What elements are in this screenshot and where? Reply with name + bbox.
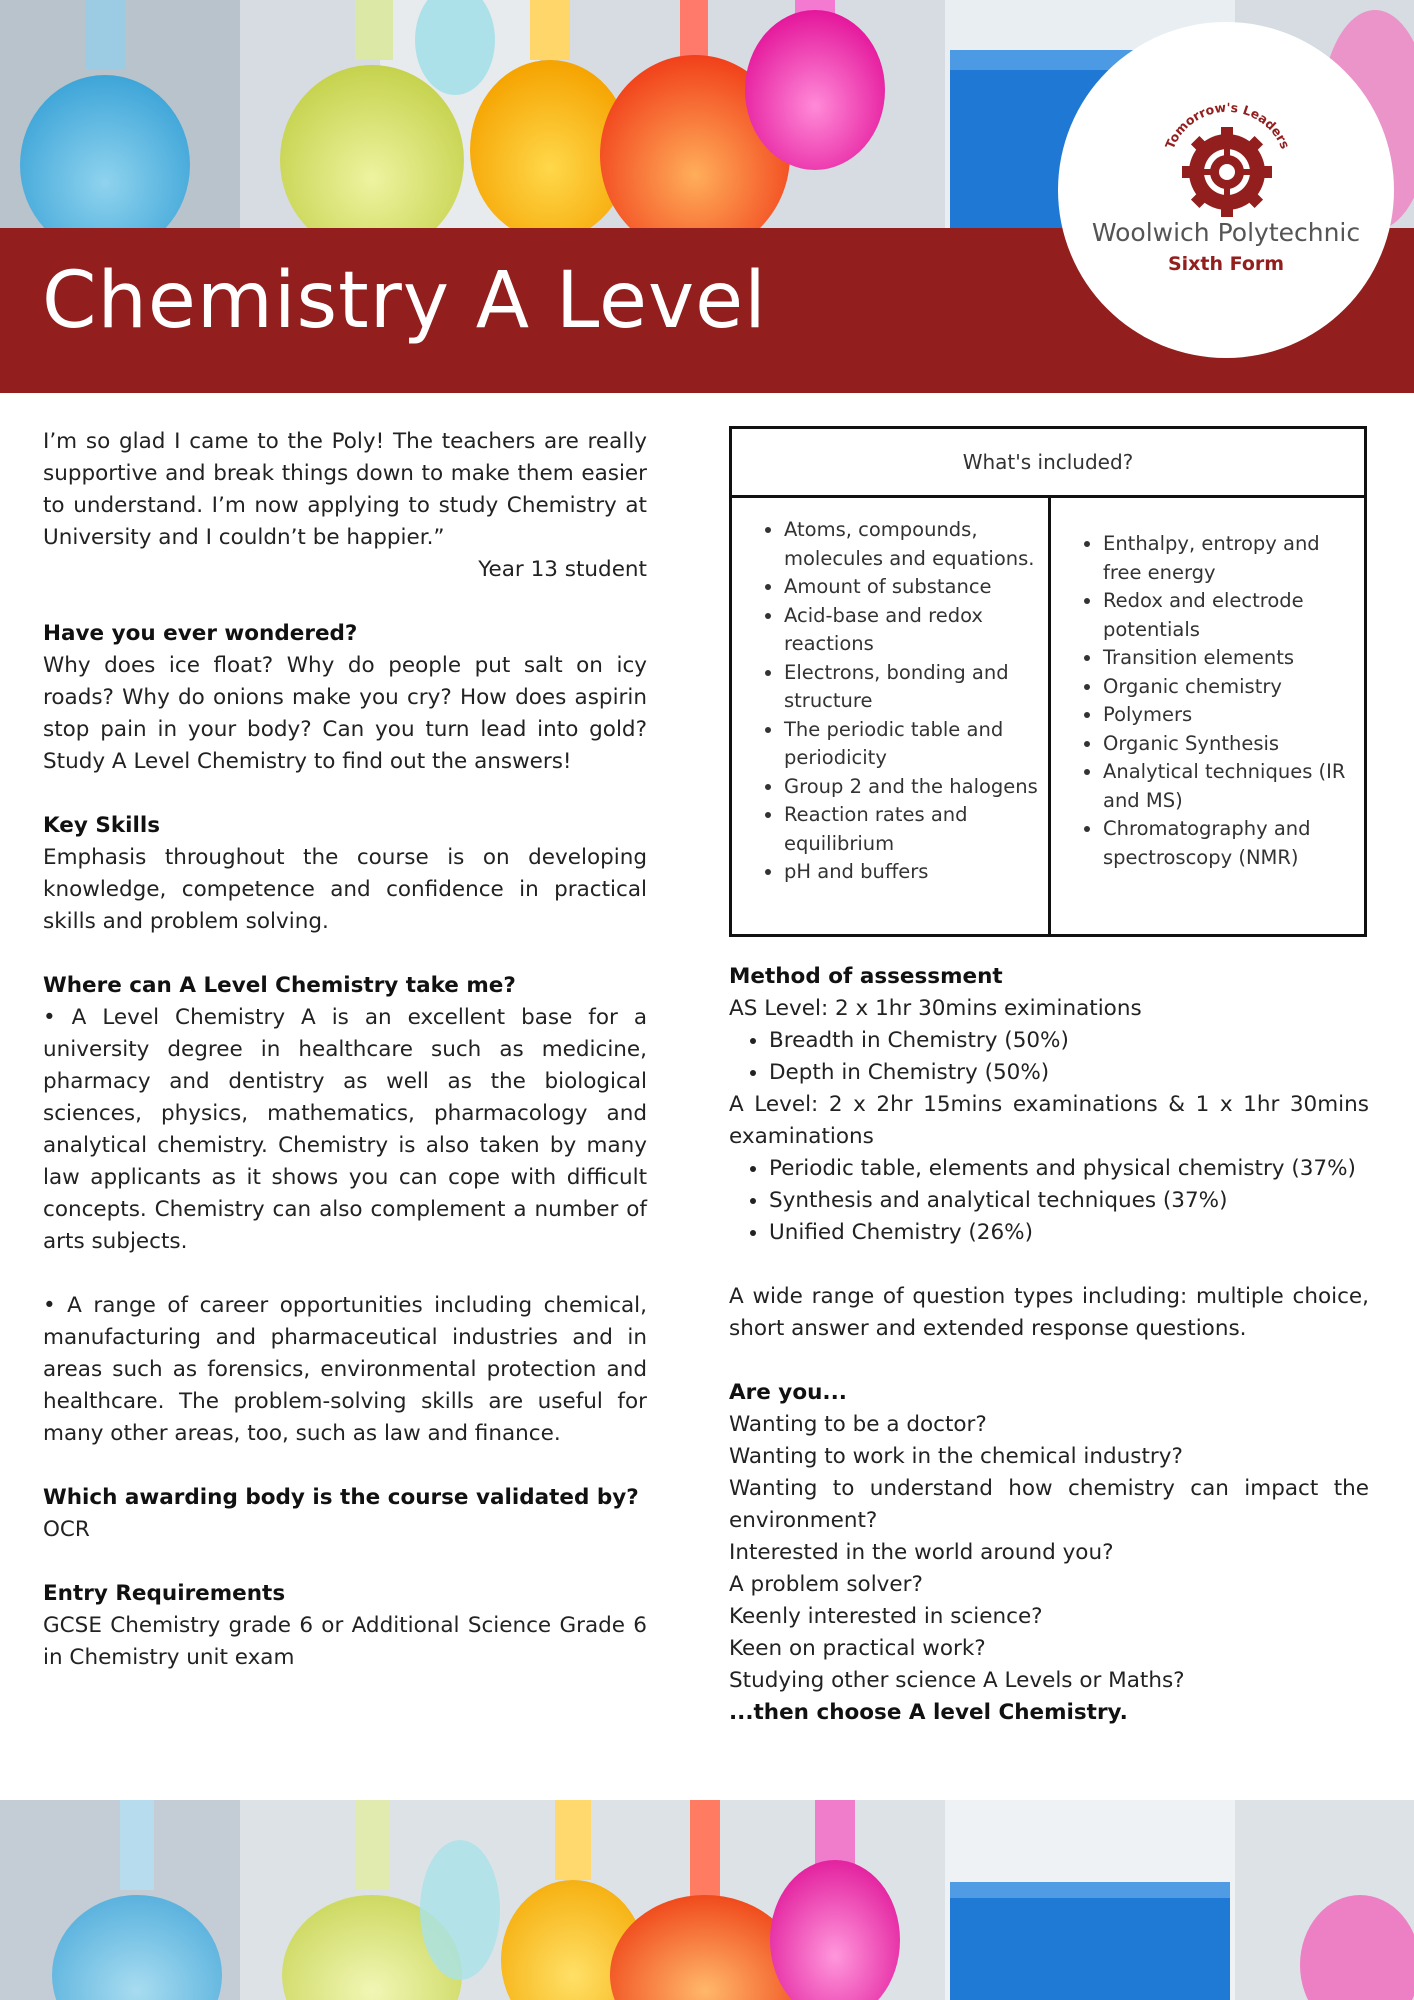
a-level-text: A Level: 2 x 2hr 15mins examinations & 1 x 1hr 30mins examinations bbox=[729, 1092, 1369, 1149]
list-item: • Analytical techniques (IR and MS) bbox=[1103, 758, 1356, 815]
skills-heading: Key Skills bbox=[43, 813, 161, 838]
included-column-2 bbox=[1048, 498, 1364, 934]
svg-text:Tomorrow's Leaders: Tomorrow's Leaders bbox=[1161, 99, 1294, 152]
entry-heading: Entry Requirements bbox=[43, 1581, 286, 1606]
list-item: • pH and buffers bbox=[784, 858, 1040, 887]
logo-subtitle: Sixth Form bbox=[1167, 253, 1285, 275]
list-item: • Amount of substance bbox=[784, 573, 1040, 602]
list-item: • Acid-base and redox reactions bbox=[784, 602, 1040, 659]
a-level-list bbox=[729, 1153, 1369, 1249]
where-heading: Where can A Level Chemistry take me? bbox=[43, 973, 516, 998]
are-you-line: Keen on practical work? bbox=[729, 1636, 986, 1661]
list-item: • Redox and electrode potentials bbox=[1103, 587, 1356, 644]
wondered-heading: Have you ever wondered? bbox=[43, 621, 358, 646]
question-types-text: A wide range of question types including: multiple choice, short answer and extended response questions. bbox=[729, 1284, 1369, 1341]
logo-name: Woolwich Polytechnic bbox=[1091, 218, 1361, 247]
are-you-line: Wanting to understand how chemistry can impact the environment? bbox=[729, 1476, 1369, 1533]
list-item: • Chromatography and spectroscopy (NMR) bbox=[1103, 815, 1356, 872]
list-item: • Breadth in Chemistry (50%) bbox=[769, 1025, 1369, 1057]
list-item: • Depth in Chemistry (50%) bbox=[769, 1057, 1369, 1089]
list-item: • Organic Synthesis bbox=[1103, 730, 1356, 759]
are-you-line: Keenly interested in science? bbox=[729, 1604, 1043, 1629]
are-you-line: Interested in the world around you? bbox=[729, 1540, 1114, 1565]
page-title: Chemistry A Level bbox=[42, 256, 767, 346]
included-heading: What's included? bbox=[732, 429, 1364, 498]
awarding-heading: Which awarding body is the course validated by? bbox=[43, 1485, 639, 1510]
where-text-2: • A range of career opportunities including chemical, manufacturing and pharmaceutical industries and in areas such as forensics, environmental protection and healthcare. The problem-solving skills are useful for many other areas, too, such as law and finance. bbox=[43, 1293, 647, 1446]
are-you-line: Wanting to be a doctor? bbox=[729, 1412, 987, 1437]
are-you-heading: Are you... bbox=[729, 1380, 847, 1405]
bottom-flask-photo bbox=[0, 1800, 1414, 2000]
skills-text: Emphasis throughout the course is on developing knowledge, competence and confidence in practical skills and problem solving. bbox=[43, 845, 647, 934]
list-item: • Synthesis and analytical techniques (37%) bbox=[769, 1185, 1369, 1217]
where-text-1: • A Level Chemistry A is an excellent base for a university degree in healthcare such as medicine, pharmacy and dentistry as well as the biological sciences, physics, mathematics, pharmacology and analytical chemistry. Chemistry is also taken by many law applicants as it shows you can cope with difficult concepts. Chemistry can also complement a number of arts subjects. bbox=[43, 1005, 647, 1254]
right-column bbox=[729, 426, 1369, 1729]
as-level-text: AS Level: 2 x 1hr 30mins eximinations bbox=[729, 996, 1142, 1021]
assessment-heading: Method of assessment bbox=[729, 964, 1003, 989]
wondered-text: Why does ice float? Why do people put salt on icy roads? Why do onions make you cry? How does aspirin stop pain in your body? Can you turn lead into gold? Study A Level Chemistry to find out the answers! bbox=[43, 653, 647, 774]
list-item: • Reaction rates and equilibrium bbox=[784, 801, 1040, 858]
list-item: • Unified Chemistry (26%) bbox=[769, 1217, 1369, 1249]
list-item: • Electrons, bonding and structure bbox=[784, 659, 1040, 716]
are-you-line: Studying other science A Levels or Maths? bbox=[729, 1668, 1185, 1693]
quote-attribution: Year 13 student bbox=[478, 557, 647, 582]
are-you-line: A problem solver? bbox=[729, 1572, 923, 1597]
are-you-line: Wanting to work in the chemical industry? bbox=[729, 1444, 1183, 1469]
list-item: • Atoms, compounds, molecules and equations. bbox=[784, 516, 1040, 573]
list-item: • Group 2 and the halogens bbox=[784, 773, 1040, 802]
awarding-text: OCR bbox=[43, 1517, 90, 1542]
list-item: • Enthalpy, entropy and free energy bbox=[1103, 530, 1356, 587]
entry-text: GCSE Chemistry grade 6 or Additional Science Grade 6 in Chemistry unit exam bbox=[43, 1613, 647, 1670]
list-item: • Polymers bbox=[1103, 701, 1356, 730]
list-item: • Transition elements bbox=[1103, 644, 1356, 673]
included-table bbox=[729, 426, 1367, 937]
list-item: • Organic chemistry bbox=[1103, 673, 1356, 702]
closing-line: ...then choose A level Chemistry. bbox=[729, 1700, 1128, 1725]
as-level-list bbox=[729, 1025, 1369, 1089]
list-item: • Periodic table, elements and physical chemistry (37%) bbox=[769, 1153, 1369, 1185]
list-item: • The periodic table and periodicity bbox=[784, 716, 1040, 773]
student-quote: I’m so glad I came to the Poly! The teachers are really supportive and break things down to make them easier to understand. I’m now applying to study Chemistry at University and I couldn’t be happier.” bbox=[43, 429, 647, 550]
included-column-1 bbox=[732, 498, 1048, 934]
left-column bbox=[43, 426, 647, 1674]
gear-icon bbox=[1180, 125, 1274, 219]
